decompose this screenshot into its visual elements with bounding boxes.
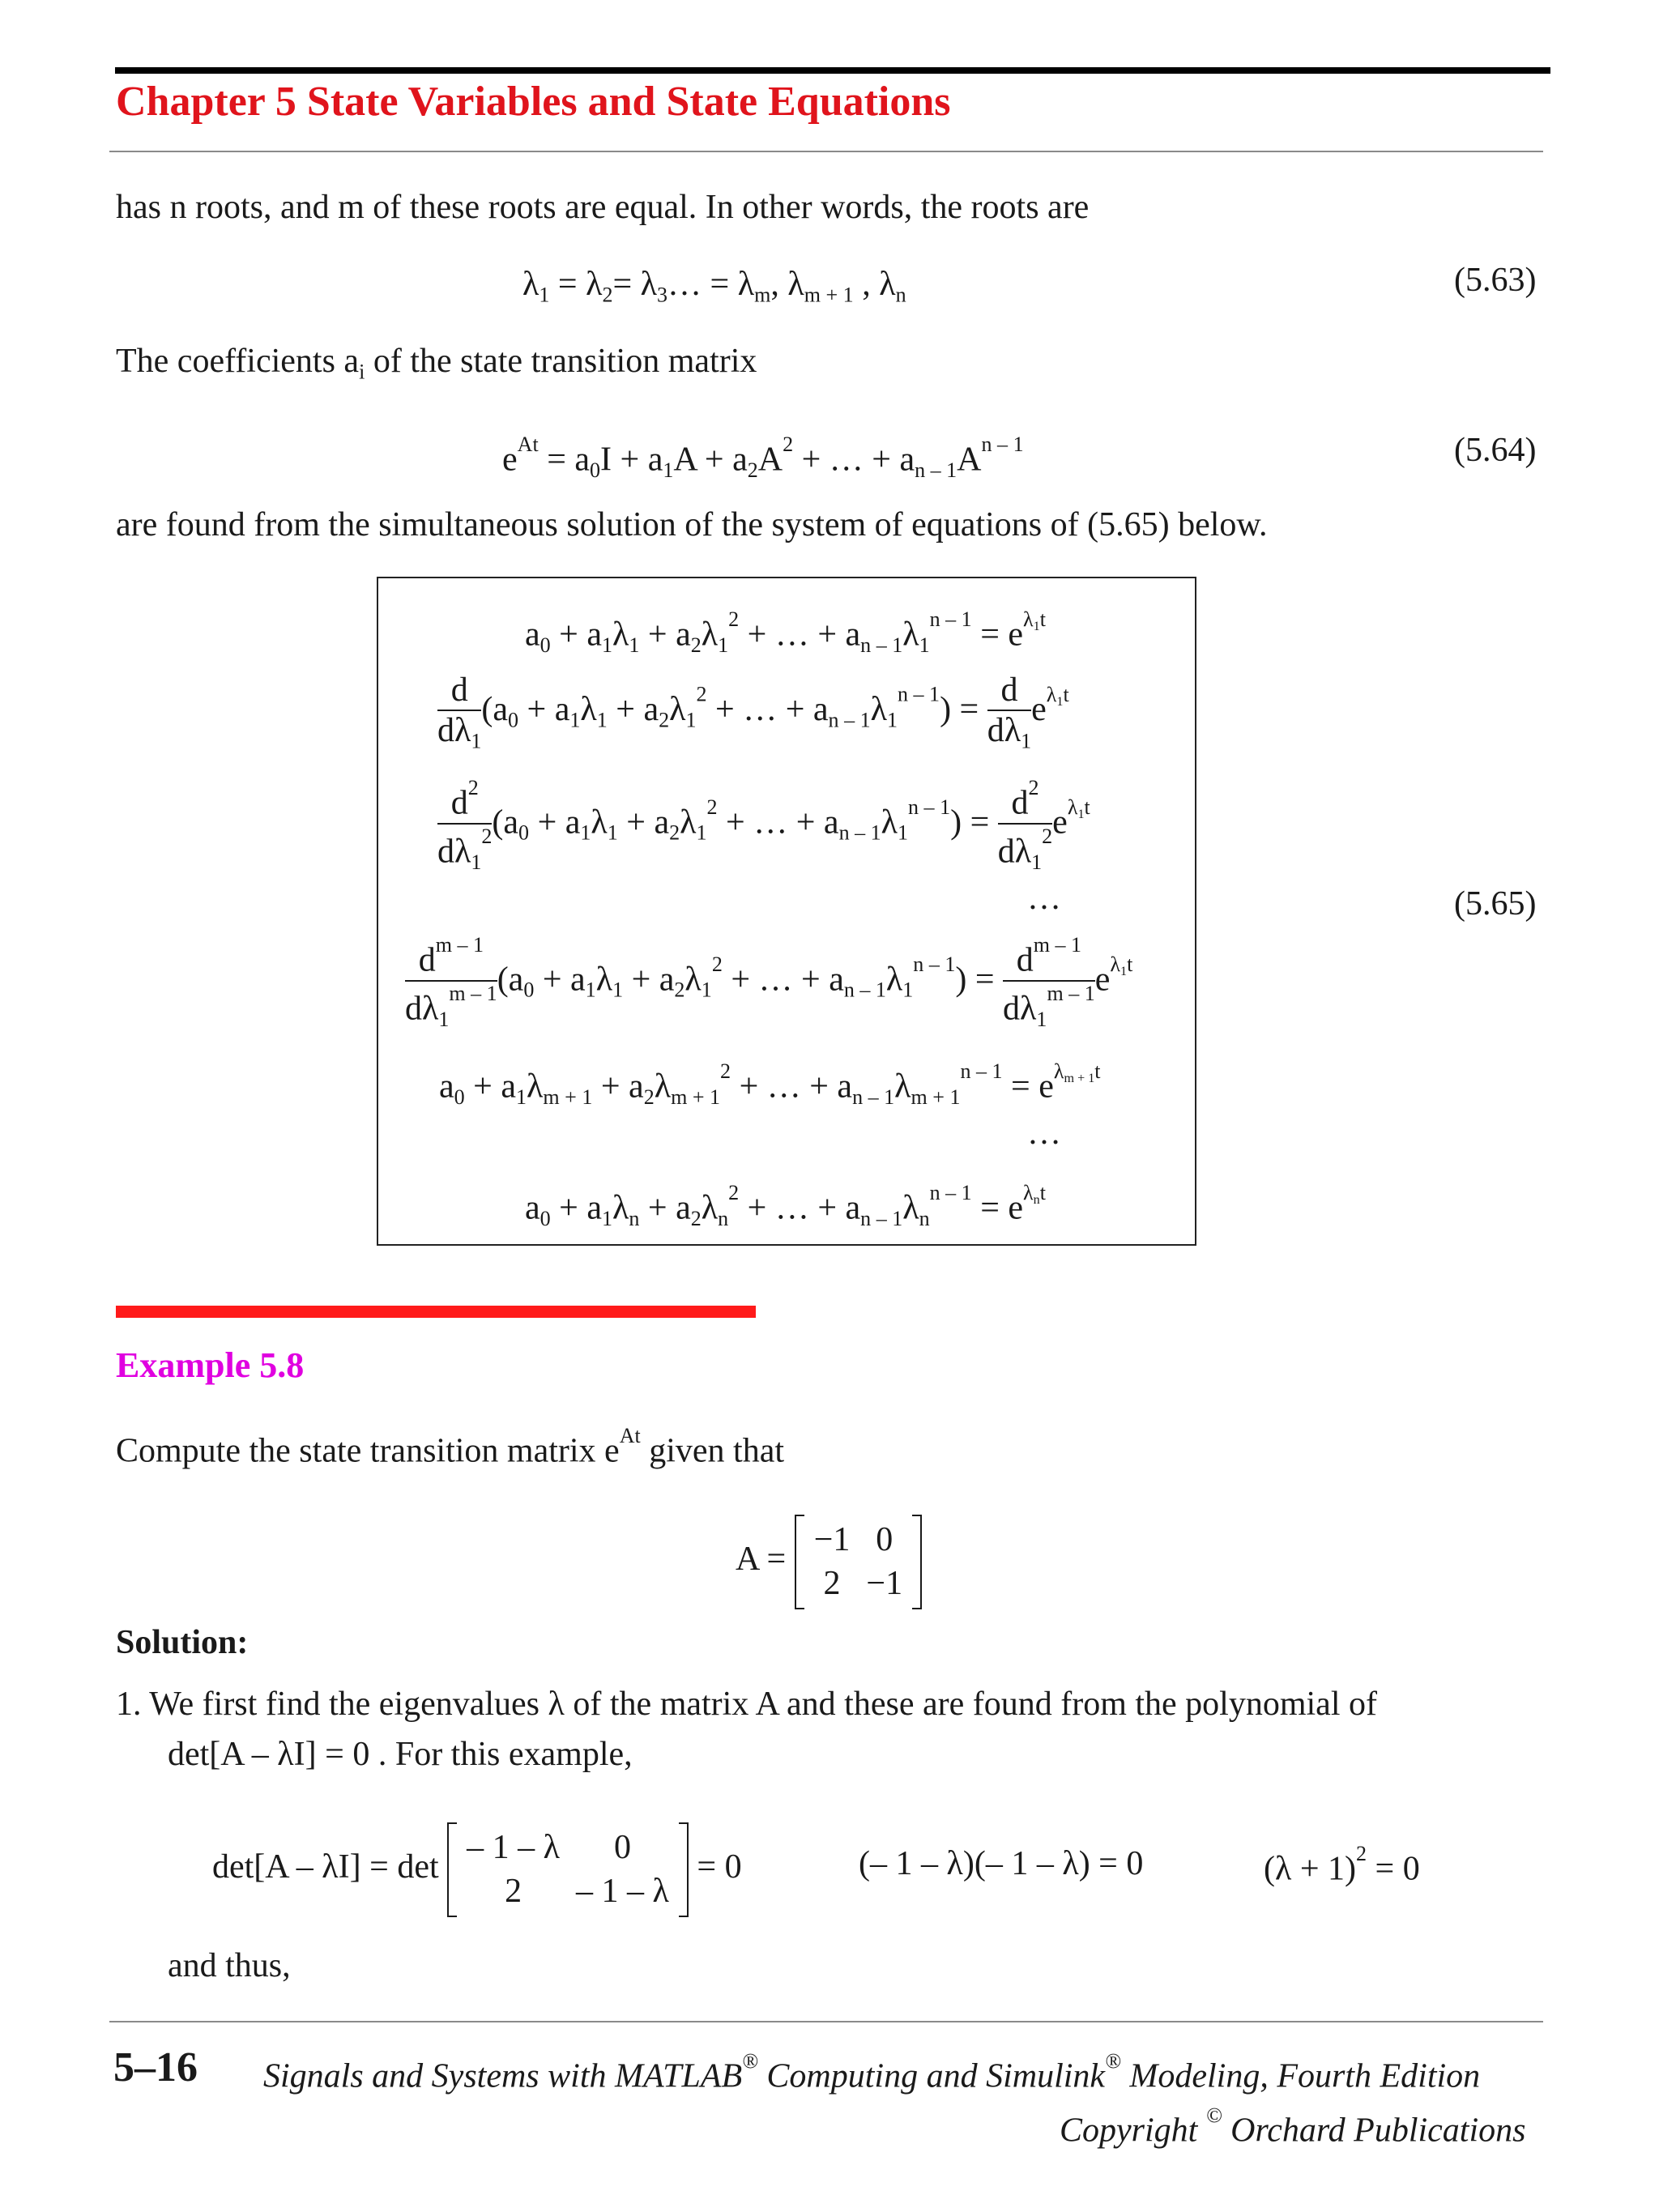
solution-step-1-line-1: 1. We first find the eigenvalues λ of the matrix A and these are found from the polynomial of <box>116 1686 1377 1723</box>
system-row-n: $a_0 + a_1\lambda_n + a_2\lambda_n^2$ + … + $a_{n - 1}\lambda_n^{n - 1} = e^{\lambda_nt}$ <box>525 1181 1046 1230</box>
header-rule-thick <box>115 67 1550 74</box>
chapter-title: Chapter 5 State Variables and State Equations <box>116 79 951 125</box>
equation-number-5-63: (5.63) <box>1454 262 1537 299</box>
matrix-cell: 0 <box>876 1521 893 1558</box>
matrix-cell: −1 <box>813 1521 851 1558</box>
solution-step-1-line-2: det[A – λI] = 0 . For this example, <box>168 1736 633 1773</box>
paragraph-roots: has n roots, and m of these roots are equal. In other words, the roots are <box>116 189 1090 226</box>
equation-number-5-65: (5.65) <box>1454 885 1537 923</box>
system-dots-1: … <box>1027 880 1061 917</box>
system-row-1: $a_0 + a_1\lambda_1 + a_2\lambda_1^2$ + … + $a_{n - 1}\lambda_1^{n - 1} = e^{\lambda_1t}$ <box>525 607 1046 657</box>
paragraph-coefficients: The coefficients $a_i$ of the state transition matrix <box>116 343 757 384</box>
footer-copyright: Copyright © Orchard Publications <box>1060 2103 1526 2150</box>
registered-mark: ® <box>742 2049 758 2073</box>
determinant-equation: det[A – λI] = det – 1 – λ 0 2 – 1 – λ = 0 <box>212 1822 742 1917</box>
characteristic-square: $(\lambda + 1)^2 = 0$ <box>1264 1842 1420 1888</box>
system-row-m-plus-1: $a_0 + a_1\lambda_{m + 1} + a_2\lambda_{m + 1}^2$ + … + $a_{n - 1}\lambda_{m + 1}^{n - 1} = e^{\lambda_{m + 1}t}$ <box>439 1059 1101 1109</box>
equation-5-64: $e^{At} = a_0I + a_1A + a_2A^2$ + … + $a_{n - 1}A^{n - 1}$ <box>502 433 1024 482</box>
header-rule-thin <box>109 151 1543 152</box>
det-cell: – 1 – λ <box>576 1873 669 1911</box>
det-cell: – 1 – λ <box>467 1829 561 1866</box>
page-number: 5–16 <box>113 2044 198 2091</box>
and-thus-text: and thus, <box>168 1947 291 1984</box>
footer-rule <box>109 2021 1543 2022</box>
equation-5-63: $\lambda_1 = \lambda_2=$ $\lambda_3\dots = \lambda_m$, $\lambda_{m + 1}$ , $\lambda_n$ <box>522 266 906 307</box>
solution-heading: Solution: <box>116 1624 249 1661</box>
matrix-a <box>736 1515 922 1609</box>
system-row-3: $\frac{d^2}{d\lambda_1^2}$ ($a_0 + a_1\lambda_1 + a_2\lambda_1^2$ + … + $a_{n - 1}\lambda_1^{n - 1}$) = $\frac{d^2}{d\lambda_1^2}$ $e^{\lambda_1t}$ <box>437 776 1090 874</box>
registered-mark: ® <box>1105 2049 1121 2073</box>
example-divider-bar <box>116 1306 756 1318</box>
det-cell: 0 <box>613 1829 631 1866</box>
example-statement: Compute the state transition matrix $e^{At}$ given that <box>116 1424 785 1470</box>
matrix-cell: −1 <box>866 1565 903 1603</box>
matrix-a-brackets <box>795 1515 922 1609</box>
matrix-a-label: A = <box>736 1541 787 1579</box>
system-dots-2: … <box>1027 1115 1061 1152</box>
copyright-mark: © <box>1205 2103 1222 2127</box>
characteristic-product: (– 1 – λ)(– 1 – λ) = 0 <box>859 1845 1144 1882</box>
system-row-2: $\frac{d}{d\lambda_1}$ ($a_0 + a_1\lambda_1 + a_2\lambda_1^2$ + … + $a_{n - 1}\lambda_1^{n - 1}$) = $\frac{d}{d\lambda_1}$ $e^{\lambda_1t}$ <box>437 671 1069 753</box>
example-heading: Example 5.8 <box>116 1345 305 1385</box>
footer-book-title: Signals and Systems with MATLAB® Computing and Simulink® Modeling, Fourth Edition <box>263 2049 1481 2095</box>
determinant-matrix <box>447 1822 689 1917</box>
det-cell: 2 <box>505 1873 522 1911</box>
paragraph-simultaneous: are found from the simultaneous solution of the system of equations of (5.65) below. <box>116 506 1268 543</box>
equation-number-5-64: (5.64) <box>1454 432 1537 469</box>
matrix-cell: 2 <box>823 1565 841 1603</box>
system-row-m: $\frac{d^{m - 1}}{d\lambda_1^{m - 1}}$ ($a_0 + a_1\lambda_1 + a_2\lambda_1^2$ + … + $a_{n - 1}\lambda_1^{n - 1}$) = $\frac{d^{m - 1}}{d\lambda_1^{m - 1}}$ $e^{\lambda_1t}$ <box>405 933 1133 1031</box>
